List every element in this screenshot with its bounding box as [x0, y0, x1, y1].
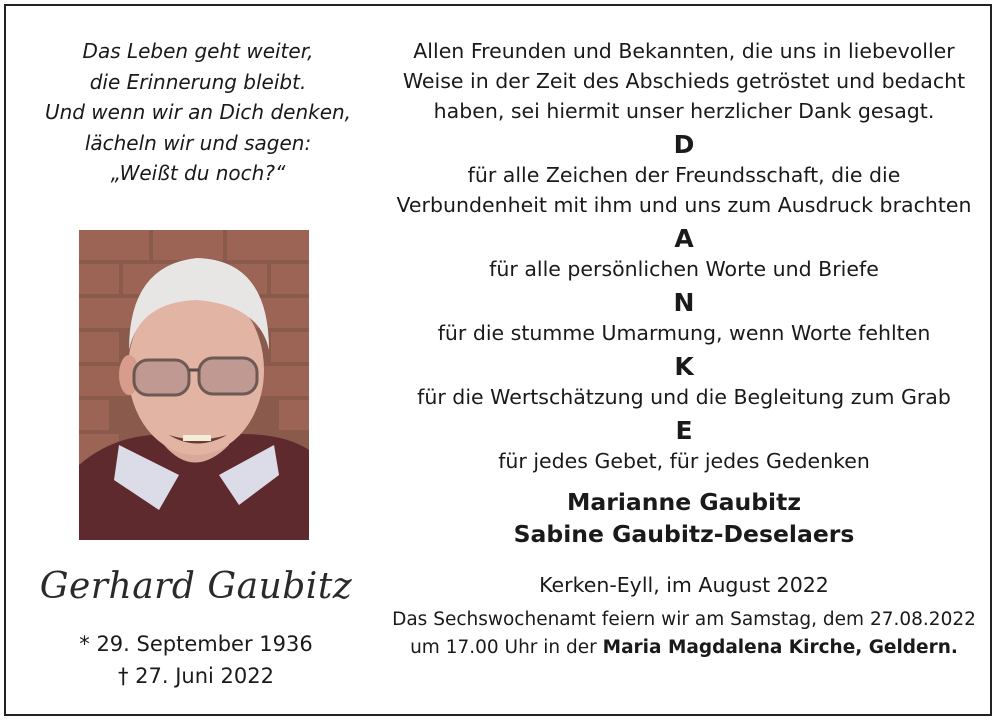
dank-line: für jedes Gebet, für jedes Gedenken [498, 449, 870, 473]
signer-name: Marianne Gaubitz [567, 488, 801, 516]
portrait-photo [79, 230, 309, 540]
dank-letter-e: E [675, 416, 693, 445]
dank-letter-k: K [674, 352, 694, 381]
mass-notice [384, 606, 984, 662]
dank-letter-a: A [674, 224, 694, 253]
dank-line: für alle Zeichen der Freundsschaft, die die [467, 163, 901, 187]
dank-line: für die stumme Umarmung, wenn Worte fehlten [437, 321, 931, 345]
poem-line: „Weißt du noch?“ [110, 161, 286, 185]
intro-text [384, 36, 984, 126]
dank-line: für alle persönlichen Worte und Briefe [489, 257, 879, 281]
signer-name: Sabine Gaubitz-Deselaers [513, 520, 855, 548]
dank-item-d [384, 160, 984, 220]
dank-item-n [384, 318, 984, 348]
notice-line-2 [384, 634, 984, 662]
church-name: Maria Magdalena Kirche, Geldern. [602, 637, 958, 658]
deceased-name: Gerhard Gaubitz [39, 566, 353, 607]
place-date: Kerken-Eyll, im August 2022 [539, 573, 829, 597]
intro-line: haben, sei hiermit unser herzlicher Dank gesagt. [433, 99, 935, 123]
death-date: † 27. Juni 2022 [117, 664, 274, 688]
dank-letter-n: N [673, 288, 695, 317]
birth-date: * 29. September 1936 [79, 632, 313, 656]
dank-item-a [384, 254, 984, 284]
intro-line: Allen Freunden und Bekannten, die uns in liebevoller [413, 39, 955, 63]
poem-line: lächeln wir und sagen: [84, 130, 312, 155]
dank-letter-d: D [673, 130, 695, 159]
portrait-illustration [79, 230, 309, 540]
dank-line: für die Wertschätzung und die Begleitung zum Grab [417, 385, 951, 409]
dank-item-e [384, 446, 984, 476]
poem-line: Das Leben geht weiter, [82, 39, 314, 63]
signers [384, 486, 984, 550]
life-dates [26, 628, 366, 692]
dank-item-k [384, 382, 984, 412]
poem-line: die Erinnerung bleibt. [89, 69, 307, 94]
thanks-section [384, 36, 984, 662]
poem-line: Und wenn wir an Dich denken, [44, 100, 352, 124]
dank-line: Verbundenheit mit ihm und uns zum Ausdruck brachten [396, 193, 972, 217]
notice-line-2-prefix: um 17.00 Uhr in der [410, 637, 603, 658]
poem [16, 36, 380, 189]
notice-line-1: Das Sechswochenamt feiern wir am Samstag, dem 27.08.2022 [392, 609, 976, 630]
obituary-card [4, 4, 992, 716]
intro-line: Weise in der Zeit des Abschieds getröstet und bedacht [402, 69, 966, 93]
